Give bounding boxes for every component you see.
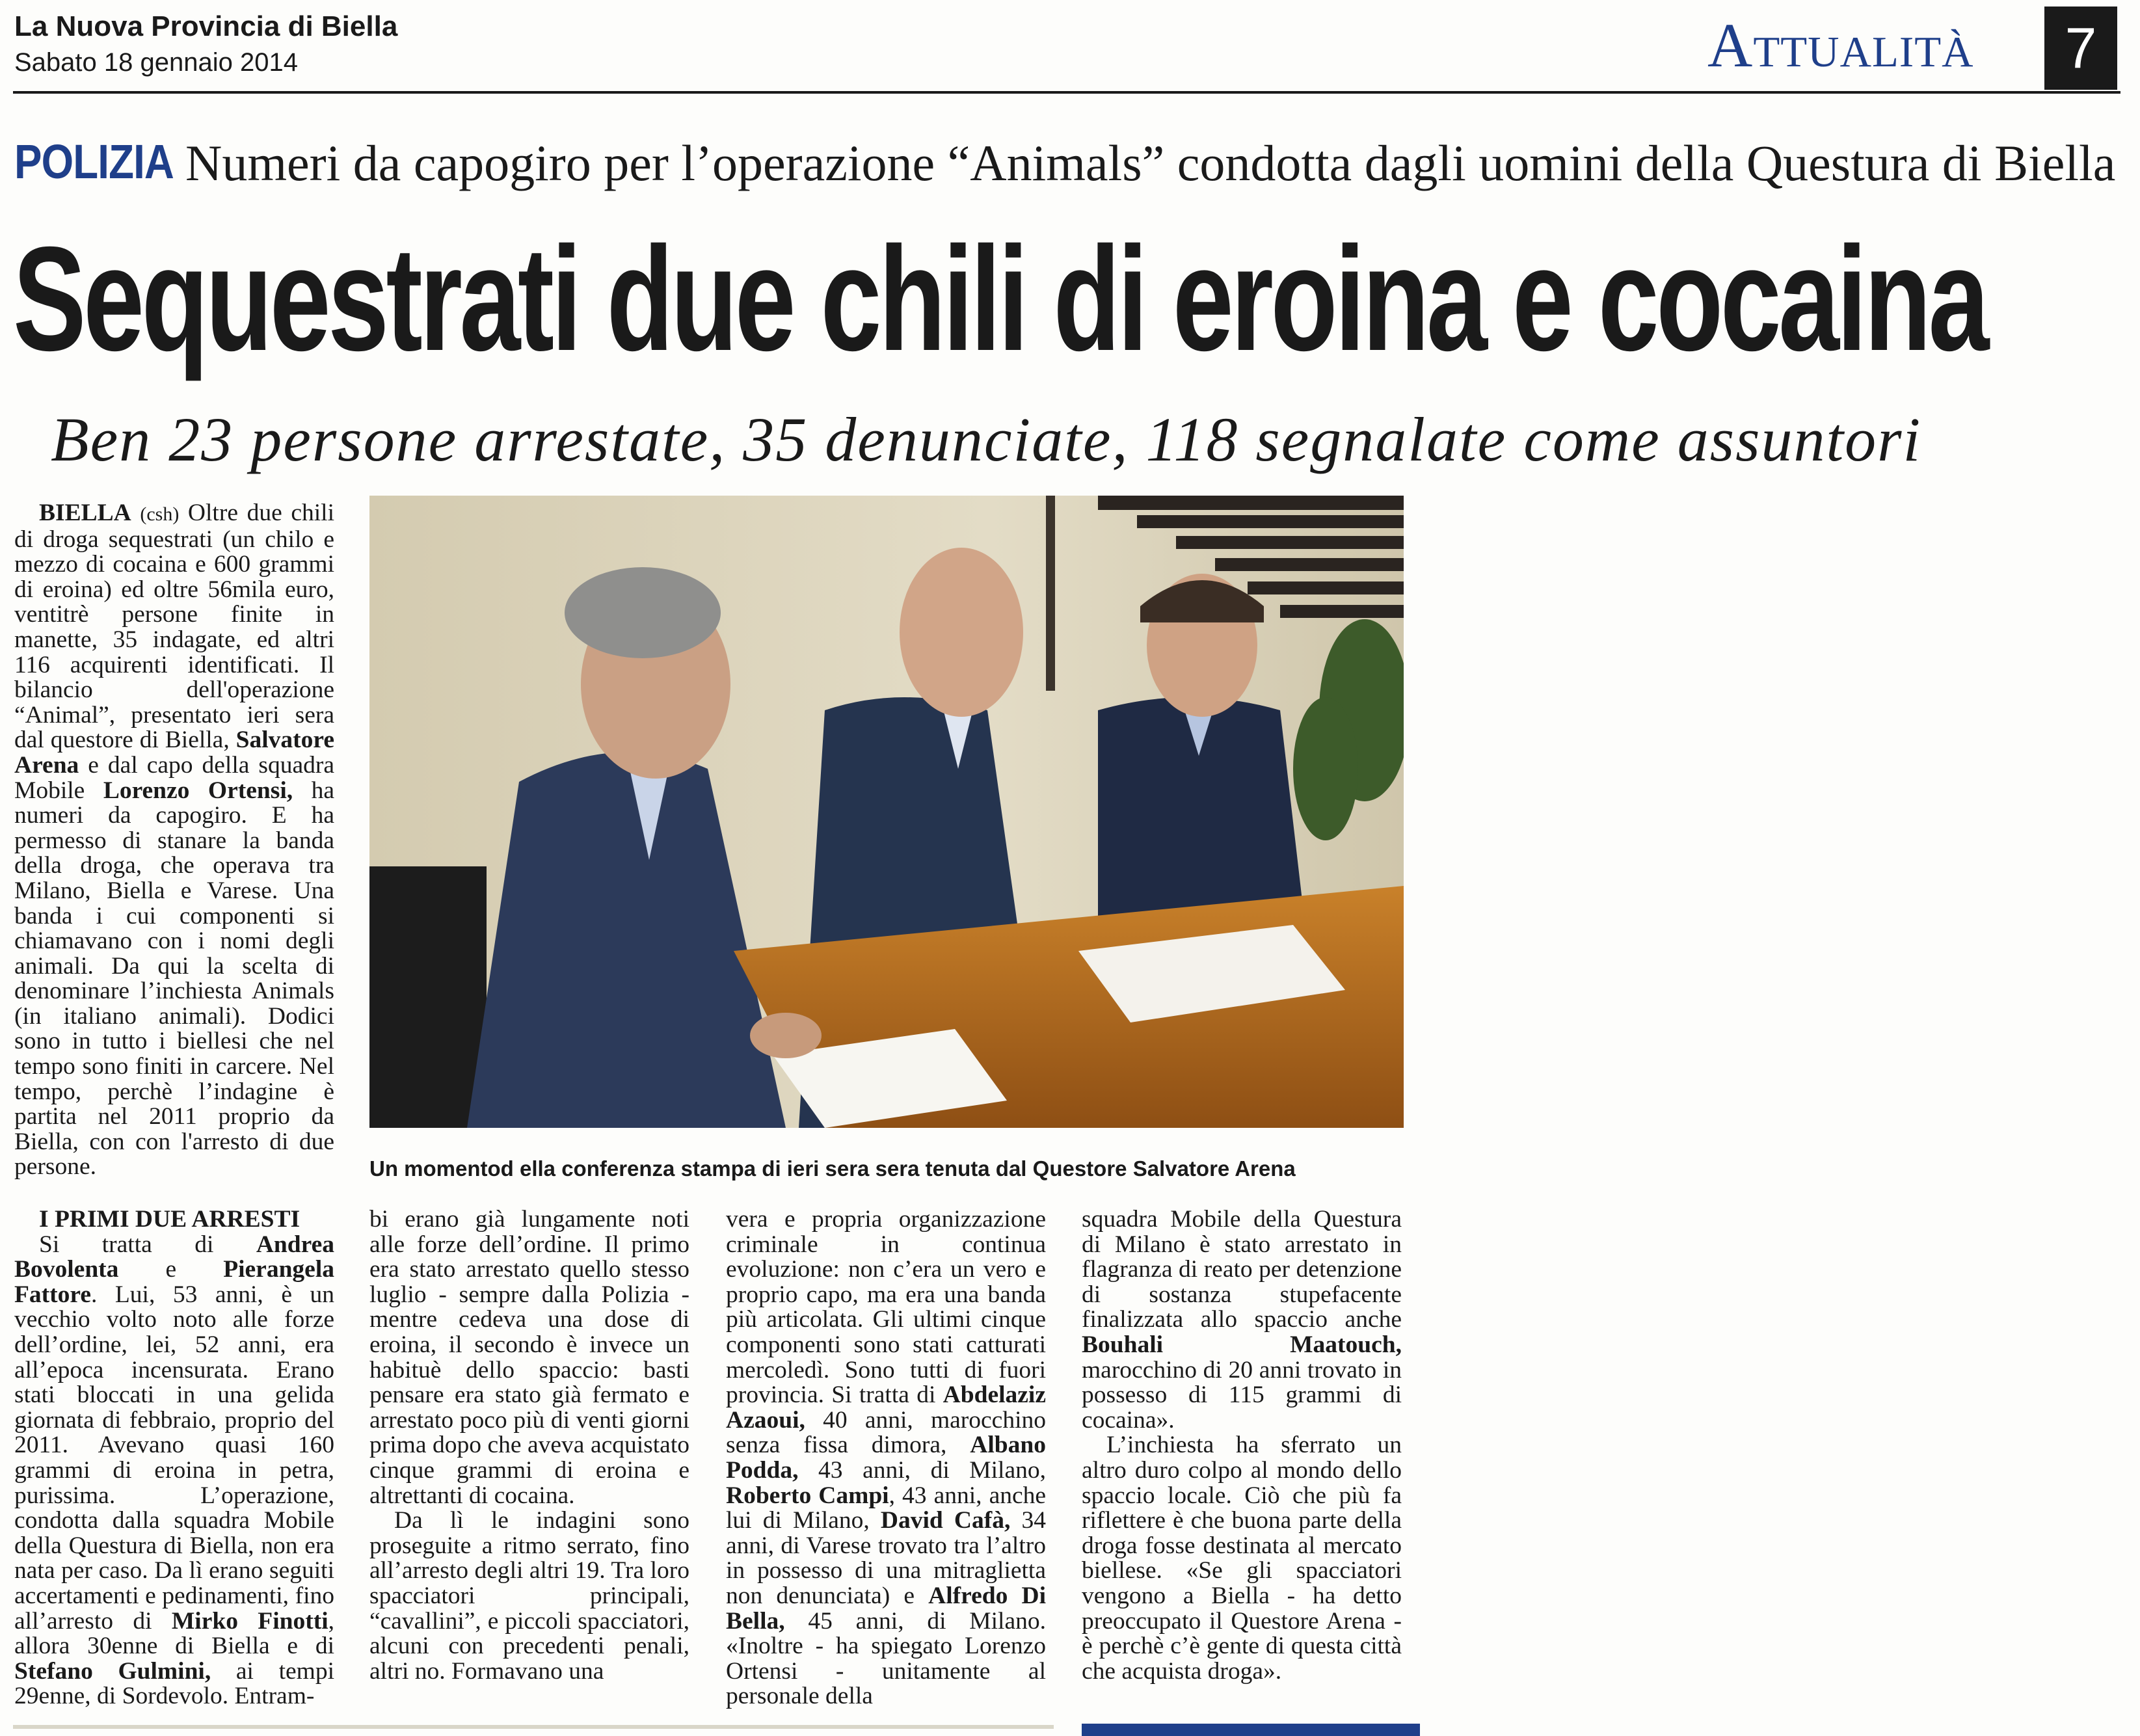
- body-text: ai tempi 29enne, di Sordevolo. Entram-: [14, 1657, 334, 1710]
- body-text: Si tratta di: [39, 1231, 256, 1258]
- press-conference-photo: [369, 496, 1404, 1128]
- article-column-2: [369, 1207, 689, 1684]
- person-name: Bouhali Maatouch,: [1082, 1331, 1402, 1358]
- next-article-bar: [1082, 1724, 1420, 1736]
- body-text: 40 anni, marocchino senza fissa dimora,: [726, 1406, 1046, 1459]
- body-text: 45 anni, di Milano. «Inoltre - ha spiegato Lorenzo Ortensi - unitamente al personale della: [726, 1607, 1046, 1710]
- body-text: vera e propria organizzazione criminale in continua evoluzione: non c’era un vero e proprio capo, ma era una banda più articolata. Gli ultimi cinque componenti sono stati catturati mercoledì. Sono tutti di fuori provincia. Si tratta di: [726, 1206, 1046, 1409]
- lead-text-1: Oltre due chili di droga sequestrati (un chilo e mezzo di cocaina e 600 grammi di eroina) ed oltre 56mila euro, ventitrè persone finite in manette, 35 indagate, ed altri 116 acquirenti identificati. Il bilancio dell'operazione “Animal”, presentato ieri sera dal questore di Biella,: [14, 500, 334, 754]
- bottom-divider: [13, 1725, 1054, 1729]
- lead-text-3: ha numeri da capogiro. E ha permesso di stanare la banda della droga, che operava tra Milano, Biella e Varese. Una banda i cui componenti si chiamavano con i nomi degli animali. Da qui la scelta di denominare l’inchiesta Animals (in italiano animali). Dodici sono in tutto i biellesi che nel tempo sono finiti in carcere. Nel tempo, perchè l’indagine è partita nel 2011 proprio da Biella, con con l'arresto di due persone.: [14, 777, 334, 1181]
- person-name: Lorenzo Ortensi,: [103, 777, 293, 804]
- body-text: marocchino di 20 anni trovato in possesso di 115 grammi di cocaina».: [1082, 1356, 1402, 1434]
- photo-caption: Un momentod ella conferenza stampa di ieri sera sera tenuta dal Questore Salvatore Arena: [369, 1156, 1296, 1181]
- article-column-4: [1082, 1207, 1402, 1684]
- person-name: Salvatore Arena: [14, 727, 334, 779]
- article-subheadline: Ben 23 persone arrestate, 35 denunciate, 118 segnalate come assuntori: [51, 405, 1922, 474]
- person-name: Mirko Finotti: [171, 1607, 328, 1635]
- person-name: Pierangela Fattore: [14, 1256, 334, 1308]
- person-name: Alfredo Di Bella,: [726, 1582, 1046, 1635]
- person-name: Roberto Campi: [726, 1482, 889, 1509]
- publication-date: Sabato 18 gennaio 2014: [14, 48, 298, 77]
- person-name: Andrea Bovolenta: [14, 1231, 334, 1283]
- body-text: 43 anni, di Milano,: [798, 1456, 1046, 1484]
- body-text: e: [118, 1256, 224, 1283]
- article-headline: Sequestrati due chili di eroina e cocaina: [13, 217, 1987, 382]
- body-text: . Lui, 53 anni, è un vecchio volto noto alle forze dell’ordine, lei, 52 anni, era all’epoca incensurata. Erano stati bloccati in una gelida giornata di febbraio, proprio del 2011. Avevano quasi 160 grammi di eroina in petra, purissima. L’operazione, condotta dalla squadra Mobile della Questura di Biella, non era nata per caso. Da lì erano seguiti accertamenti e pedinamenti, fino all’arresto di: [14, 1281, 334, 1635]
- section-label: Attualità: [1707, 10, 1974, 80]
- article-kicker-text: Numeri da capogiro per l’operazione “Animals” condotta dagli uomini della Questura di Biella: [185, 135, 2116, 191]
- body-paragraph: Da lì le indagini sono proseguite a ritmo serrato, fino all’arresto degli altri 19. Tra loro spacciatori principali, “cavallini”, e piccoli spacciatori, alcuni con precedenti penali, altri no. Formavano una: [369, 1507, 689, 1685]
- body-paragraph: bi erano già lungamente noti alle forze dell’ordine. Il primo era stato arrestato quello stesso luglio - sempre dalla Polizia - mentre cedeva una dose di eroina, il secondo è invece un habituè dello spaccio: basti pensare era stato già fermato e arrestato poco più di venti giorni prima dopo che aveva acquistato cinque grammi di eroina e altrettanti di cocaina.: [369, 1206, 689, 1509]
- person-name: Abdelaziz Azaoui,: [726, 1382, 1046, 1434]
- masthead-divider: [13, 91, 2120, 94]
- body-text: , allora 30enne di Biella e di: [14, 1607, 334, 1660]
- dateline: BIELLA: [39, 500, 131, 526]
- section-subtitle: I PRIMI DUE ARRESTI: [39, 1206, 301, 1233]
- byline: (csh): [140, 503, 180, 525]
- body-text: , 43 anni, anche lui di Milano,: [726, 1482, 1046, 1534]
- lead-text-2: e dal capo della squadra Mobile: [14, 751, 334, 804]
- article-kicker: POLIZIA: [14, 135, 174, 189]
- person-name: David Cafà,: [880, 1507, 1011, 1534]
- article-column-1: [14, 1207, 334, 1709]
- article-lead-column: [14, 501, 334, 1180]
- body-text: squadra Mobile della Questura di Milano è stato arrestato in flagranza di reato per detenzione di sostanza stupefacente finalizzata allo spaccio anche: [1082, 1206, 1402, 1333]
- body-paragraph: L’inchiesta ha sferrato un altro duro colpo al mondo dello spaccio locale. Ciò che più fa riflettere è che buona parte della droga fosse destinata al mercato biellese. «Se gli spacciatori vengono a Biella - ha detto preoccupato il Questore Arena - è perchè c’è gente di questa città che acquista droga».: [1082, 1432, 1402, 1685]
- body-text: 34 anni, di Varese trovato tra l’altro in possesso di una mitraglietta non denunciata) e: [726, 1507, 1046, 1609]
- person-name: Stefano Gulmini,: [14, 1657, 211, 1685]
- article-column-3: [726, 1207, 1046, 1709]
- person-name: Albano Podda,: [726, 1432, 1046, 1484]
- publication-name: La Nuova Provincia di Biella: [14, 10, 398, 42]
- page-number: 7: [2044, 7, 2117, 90]
